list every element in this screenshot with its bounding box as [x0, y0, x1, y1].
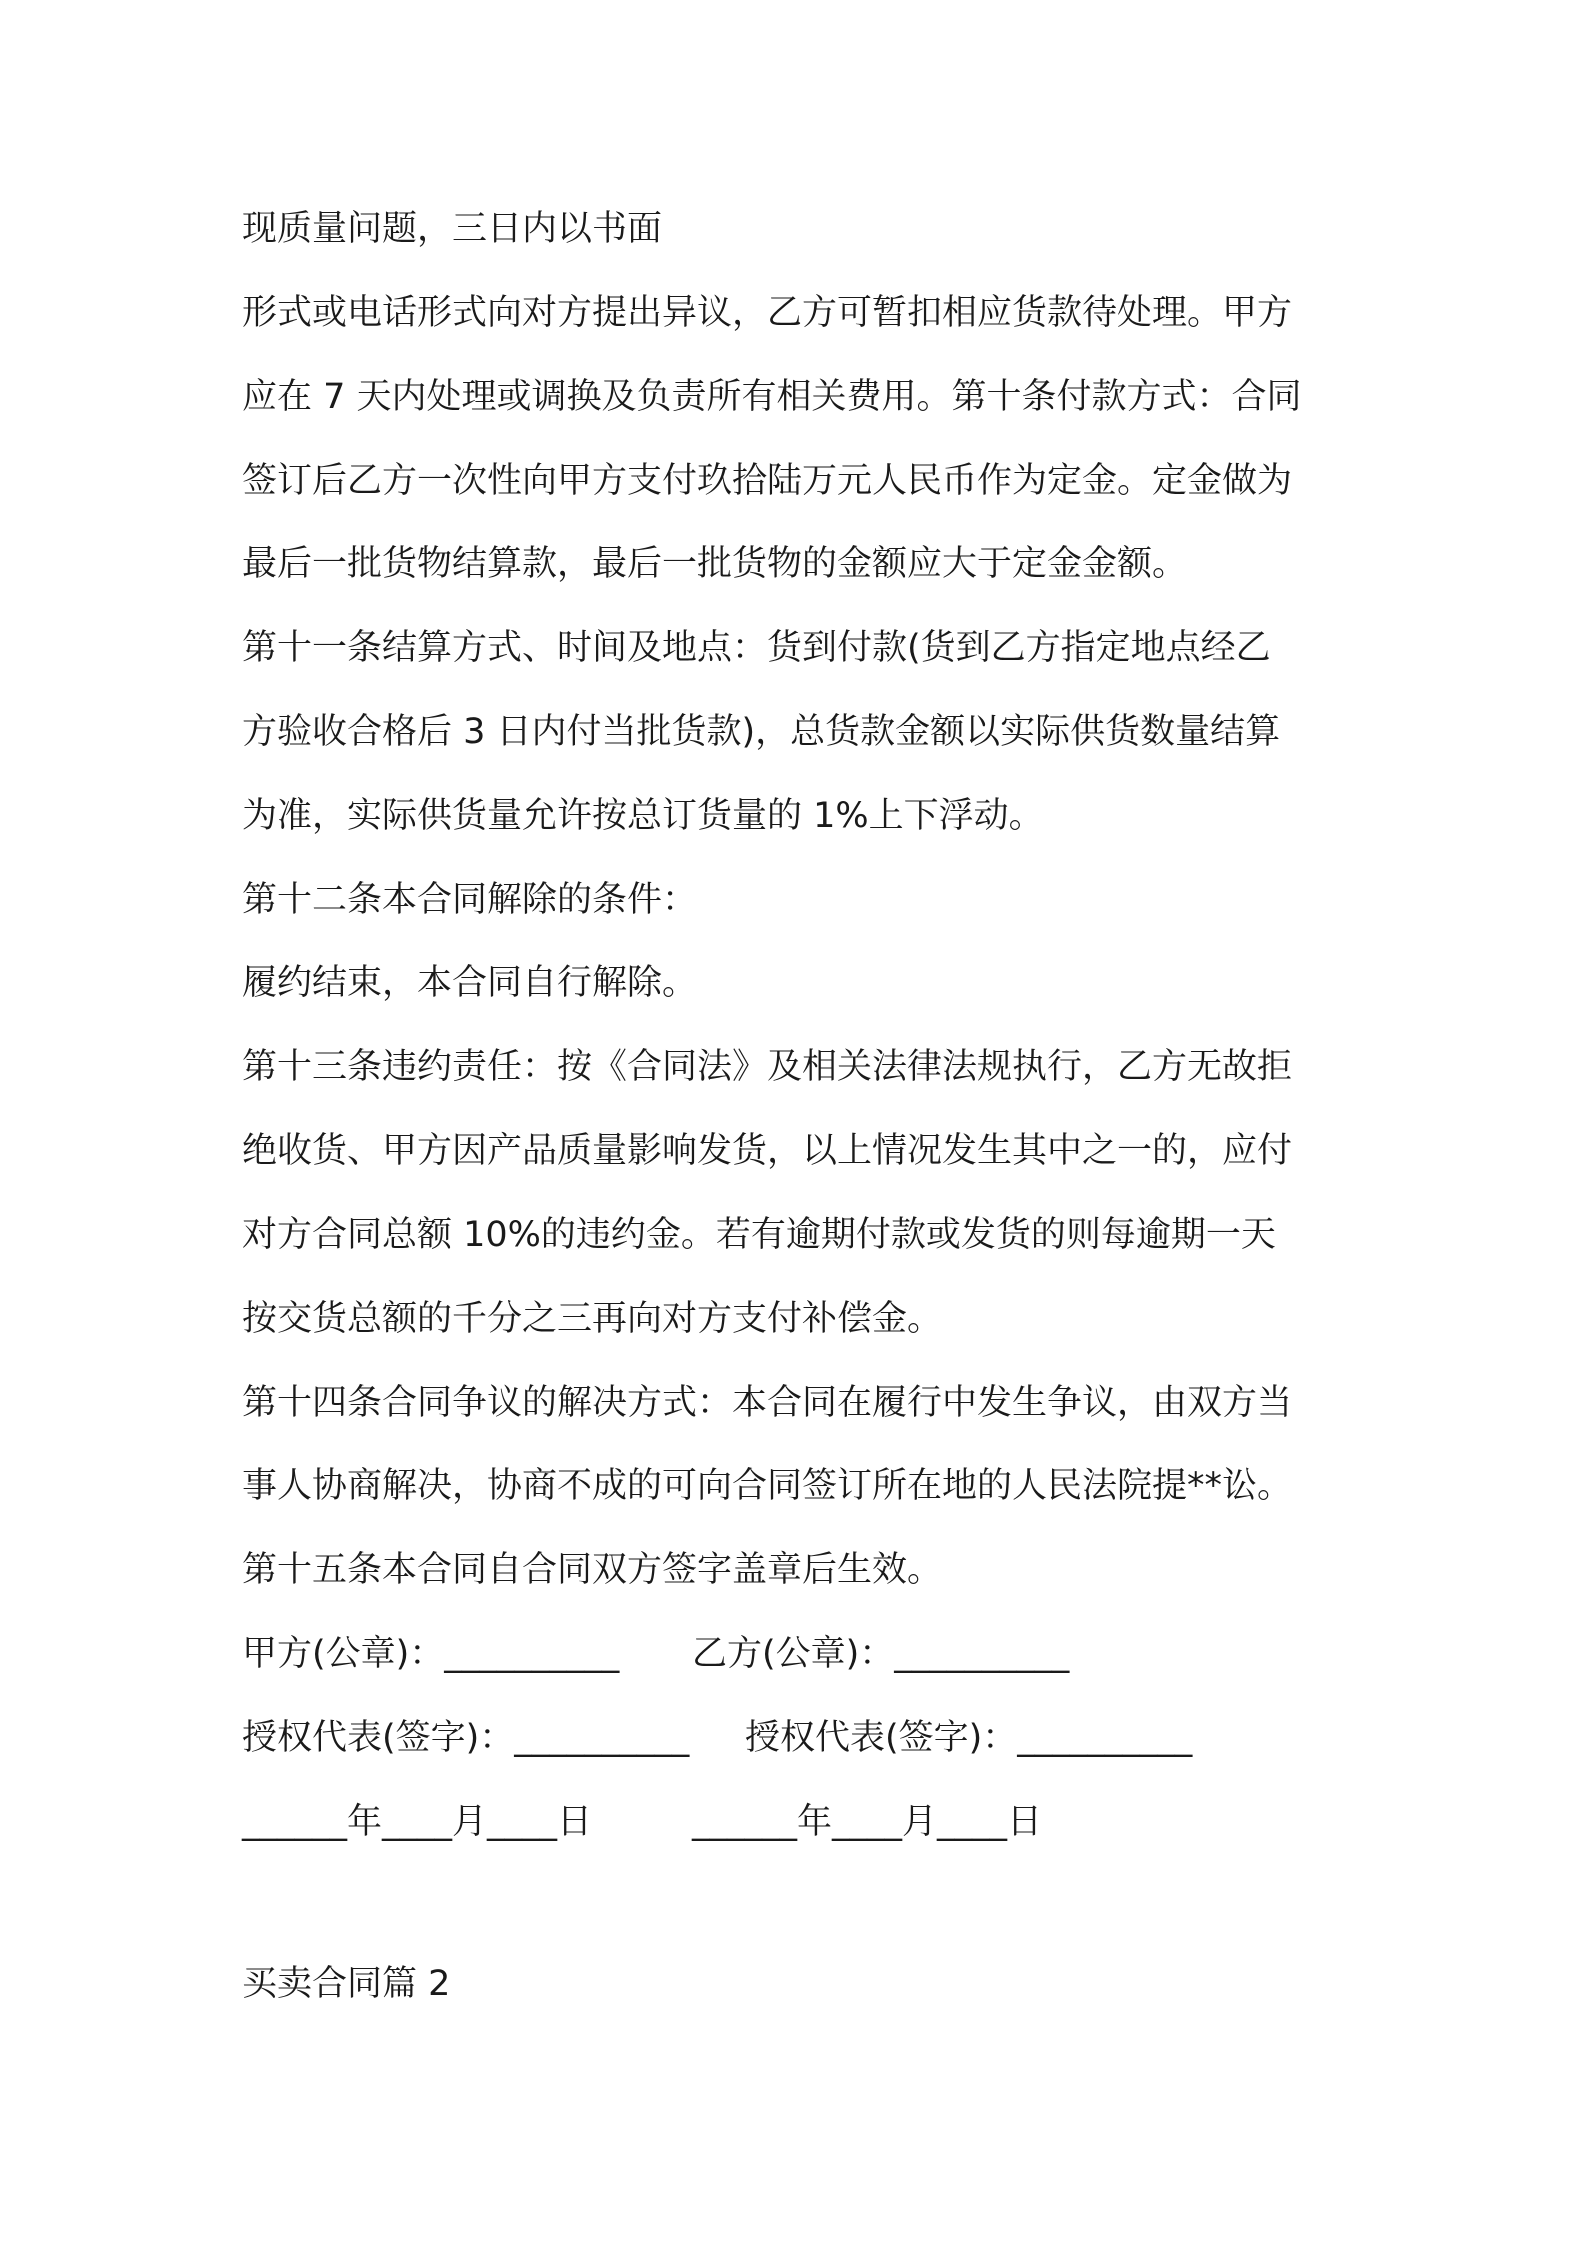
party-a-representative-line: 授权代表(签字)：__________ [242, 1718, 690, 1758]
party-b-seal-line: 乙方(公章)：__________ [692, 1634, 1070, 1674]
paragraph-line: 最后一批货物结算款，最后一批货物的金额应大于定金金额。 [242, 544, 1188, 584]
paragraph-line: 绝收货、甲方因产品质量影响发货，以上情况发生其中之一的，应付 [242, 1131, 1293, 1171]
paragraph-line: 形式或电话形式向对方提出异议，乙方可暂扣相应货款待处理。甲方 [242, 293, 1293, 333]
paragraph-line: 为准，实际供货量允许按总订货量的 1%上下浮动。 [242, 796, 1044, 836]
party-b-date-line: ______年____月____日 [692, 1802, 1043, 1842]
paragraph-line: 签订后乙方一次性向甲方支付玖拾陆万元人民币作为定金。定金做为 [242, 461, 1293, 501]
paragraph-line: 第十四条合同争议的解决方式：本合同在履行中发生争议，由双方当 [242, 1383, 1293, 1423]
paragraph-line: 第十一条结算方式、时间及地点：货到付款(货到乙方指定地点经乙 [242, 628, 1271, 668]
paragraph-line: 对方合同总额 10%的违约金。若有逾期付款或发货的则每逾期一天 [242, 1215, 1276, 1255]
party-b-representative-line: 授权代表(签字)：__________ [745, 1718, 1193, 1758]
paragraph-line: 方验收合格后 3 日内付当批货款)，总货款金额以实际供货数量结算 [242, 712, 1281, 752]
party-a-date-line: ______年____月____日 [242, 1802, 593, 1842]
paragraph-line: 第十二条本合同解除的条件： [242, 880, 698, 920]
paragraph-line: 第十五条本合同自合同双方签字盖章后生效。 [242, 1550, 943, 1590]
paragraph-line: 应在 7 天内处理或调换及负责所有相关费用。第十条付款方式：合同 [242, 377, 1302, 417]
paragraph-line: 第十三条违约责任：按《合同法》及相关法律法规执行，乙方无故拒 [242, 1047, 1293, 1087]
paragraph-line: 按交货总额的千分之三再向对方支付补偿金。 [242, 1299, 943, 1339]
paragraph-line: 事人协商解决，协商不成的可向合同签订所在地的人民法院提**讼。 [242, 1466, 1293, 1506]
paragraph-line: 履约结束，本合同自行解除。 [242, 963, 698, 1003]
paragraph-line: 现质量问题，三日内以书面 [242, 209, 663, 249]
section-title: 买卖合同篇 2 [242, 1964, 451, 2004]
party-a-seal-line: 甲方(公章)：__________ [242, 1634, 620, 1674]
